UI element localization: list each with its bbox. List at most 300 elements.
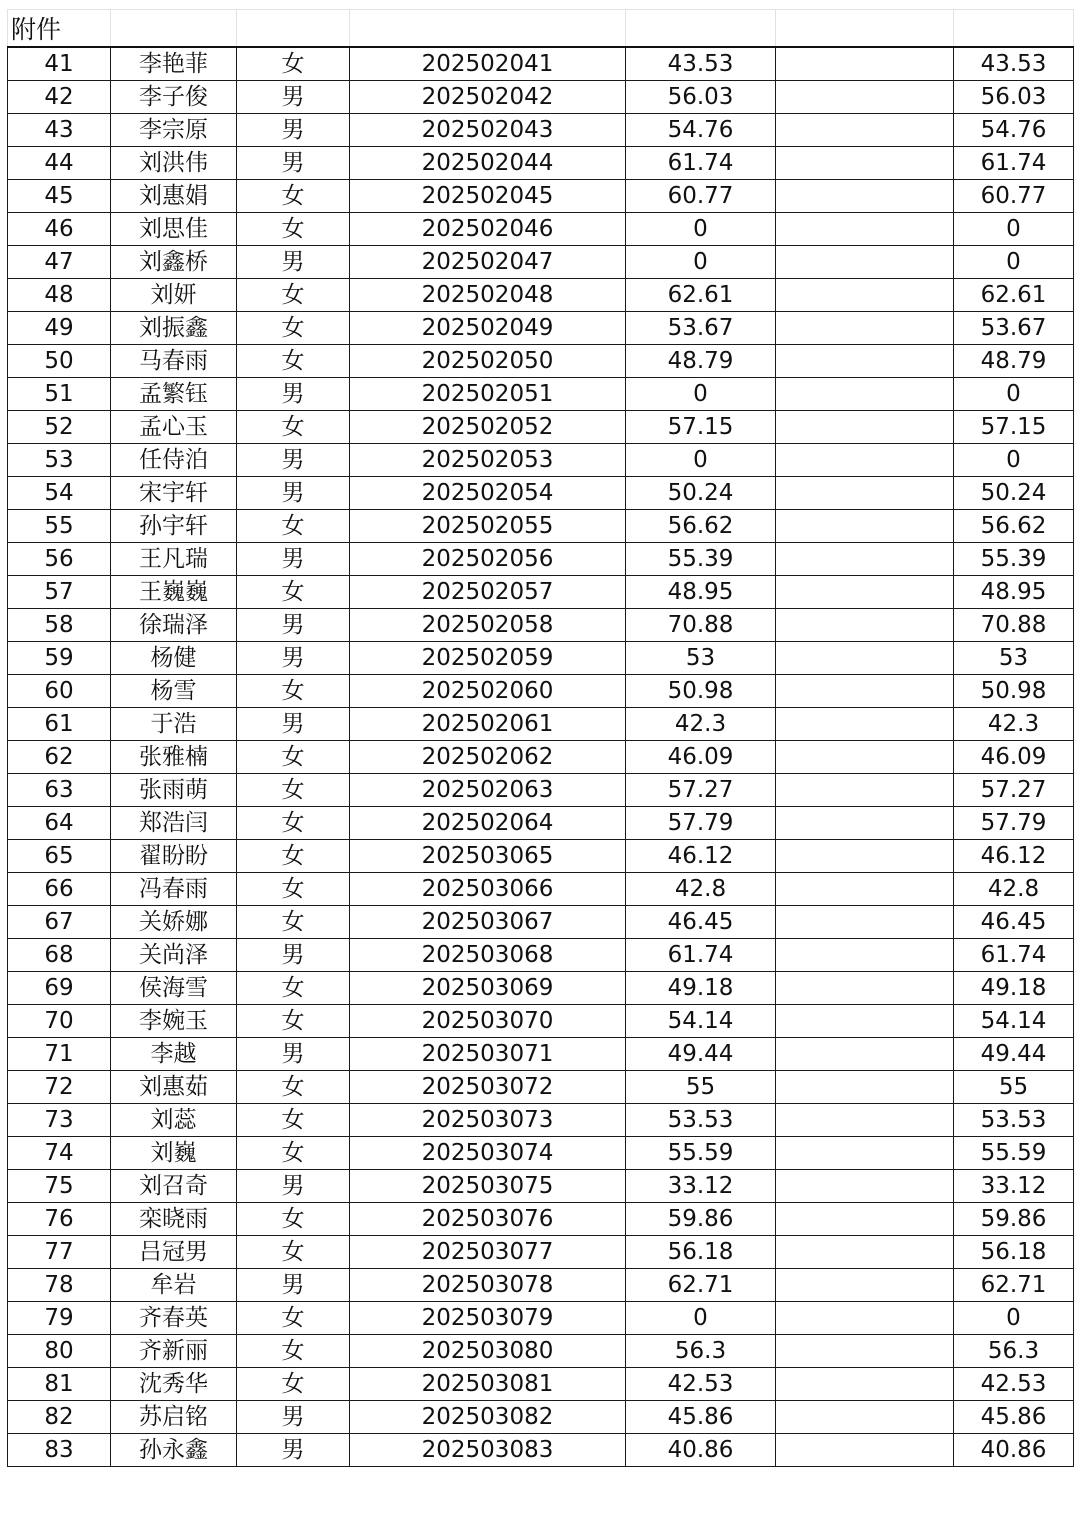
row-number-cell[interactable]: 52 — [8, 411, 111, 444]
name-cell[interactable]: 刘召奇 — [111, 1170, 237, 1203]
extra-score-cell[interactable] — [776, 1269, 954, 1302]
exam-id-cell[interactable]: 202502048 — [350, 279, 626, 312]
extra-score-cell[interactable] — [776, 147, 954, 180]
gender-cell[interactable]: 女 — [237, 1137, 350, 1170]
extra-score-cell[interactable] — [776, 213, 954, 246]
total-score-cell[interactable]: 0 — [954, 1302, 1074, 1335]
gender-cell[interactable]: 男 — [237, 477, 350, 510]
row-number-cell[interactable]: 48 — [8, 279, 111, 312]
name-cell[interactable]: 齐春英 — [111, 1302, 237, 1335]
exam-id-cell[interactable]: 202502045 — [350, 180, 626, 213]
score-cell[interactable]: 55.39 — [626, 543, 776, 576]
extra-score-cell[interactable] — [776, 939, 954, 972]
score-cell[interactable]: 40.86 — [626, 1434, 776, 1467]
score-cell[interactable]: 59.86 — [626, 1203, 776, 1236]
extra-score-cell[interactable] — [776, 1302, 954, 1335]
name-cell[interactable]: 孙永鑫 — [111, 1434, 237, 1467]
exam-id-cell[interactable]: 202502058 — [350, 609, 626, 642]
exam-id-cell[interactable]: 202502062 — [350, 741, 626, 774]
total-score-cell[interactable]: 48.95 — [954, 576, 1074, 609]
score-cell[interactable]: 55 — [626, 1071, 776, 1104]
exam-id-cell[interactable]: 202503071 — [350, 1038, 626, 1071]
total-score-cell[interactable]: 56.18 — [954, 1236, 1074, 1269]
score-cell[interactable]: 56.03 — [626, 81, 776, 114]
total-score-cell[interactable]: 55.59 — [954, 1137, 1074, 1170]
exam-id-cell[interactable]: 202503069 — [350, 972, 626, 1005]
score-cell[interactable]: 46.12 — [626, 840, 776, 873]
gender-cell[interactable]: 女 — [237, 741, 350, 774]
score-cell[interactable]: 45.86 — [626, 1401, 776, 1434]
name-cell[interactable]: 刘鑫桥 — [111, 246, 237, 279]
total-score-cell[interactable]: 62.61 — [954, 279, 1074, 312]
name-cell[interactable]: 刘惠娟 — [111, 180, 237, 213]
score-cell[interactable]: 56.62 — [626, 510, 776, 543]
score-cell[interactable]: 61.74 — [626, 939, 776, 972]
extra-score-cell[interactable] — [776, 1203, 954, 1236]
extra-score-cell[interactable] — [776, 840, 954, 873]
gender-cell[interactable]: 女 — [237, 1335, 350, 1368]
total-score-cell[interactable]: 46.09 — [954, 741, 1074, 774]
name-cell[interactable]: 吕冠男 — [111, 1236, 237, 1269]
row-number-cell[interactable]: 79 — [8, 1302, 111, 1335]
gender-cell[interactable]: 女 — [237, 972, 350, 1005]
total-score-cell[interactable]: 42.8 — [954, 873, 1074, 906]
row-number-cell[interactable]: 54 — [8, 477, 111, 510]
extra-score-cell[interactable] — [776, 1170, 954, 1203]
extra-score-cell[interactable] — [776, 47, 954, 81]
row-number-cell[interactable]: 63 — [8, 774, 111, 807]
row-number-cell[interactable]: 47 — [8, 246, 111, 279]
exam-id-cell[interactable]: 202503078 — [350, 1269, 626, 1302]
total-score-cell[interactable]: 53 — [954, 642, 1074, 675]
exam-id-cell[interactable]: 202502050 — [350, 345, 626, 378]
exam-id-cell[interactable]: 202502056 — [350, 543, 626, 576]
row-number-cell[interactable]: 59 — [8, 642, 111, 675]
score-cell[interactable]: 60.77 — [626, 180, 776, 213]
name-cell[interactable]: 李子俊 — [111, 81, 237, 114]
name-cell[interactable]: 宋宇轩 — [111, 477, 237, 510]
row-number-cell[interactable]: 62 — [8, 741, 111, 774]
score-cell[interactable]: 70.88 — [626, 609, 776, 642]
row-number-cell[interactable]: 77 — [8, 1236, 111, 1269]
extra-score-cell[interactable] — [776, 642, 954, 675]
header-cell-empty[interactable] — [350, 10, 626, 48]
gender-cell[interactable]: 女 — [237, 180, 350, 213]
extra-score-cell[interactable] — [776, 1236, 954, 1269]
exam-id-cell[interactable]: 202503067 — [350, 906, 626, 939]
exam-id-cell[interactable]: 202502052 — [350, 411, 626, 444]
total-score-cell[interactable]: 42.3 — [954, 708, 1074, 741]
extra-score-cell[interactable] — [776, 873, 954, 906]
name-cell[interactable]: 关娇娜 — [111, 906, 237, 939]
gender-cell[interactable]: 女 — [237, 873, 350, 906]
row-number-cell[interactable]: 49 — [8, 312, 111, 345]
extra-score-cell[interactable] — [776, 1368, 954, 1401]
total-score-cell[interactable]: 50.98 — [954, 675, 1074, 708]
name-cell[interactable]: 马春雨 — [111, 345, 237, 378]
total-score-cell[interactable]: 56.62 — [954, 510, 1074, 543]
score-cell[interactable]: 42.53 — [626, 1368, 776, 1401]
extra-score-cell[interactable] — [776, 510, 954, 543]
row-number-cell[interactable]: 65 — [8, 840, 111, 873]
gender-cell[interactable]: 男 — [237, 708, 350, 741]
name-cell[interactable]: 翟盼盼 — [111, 840, 237, 873]
total-score-cell[interactable]: 42.53 — [954, 1368, 1074, 1401]
extra-score-cell[interactable] — [776, 81, 954, 114]
name-cell[interactable]: 刘蕊 — [111, 1104, 237, 1137]
name-cell[interactable]: 刘思佳 — [111, 213, 237, 246]
total-score-cell[interactable]: 55.39 — [954, 543, 1074, 576]
row-number-cell[interactable]: 67 — [8, 906, 111, 939]
gender-cell[interactable]: 男 — [237, 147, 350, 180]
gender-cell[interactable]: 女 — [237, 279, 350, 312]
name-cell[interactable]: 冯春雨 — [111, 873, 237, 906]
extra-score-cell[interactable] — [776, 477, 954, 510]
score-cell[interactable]: 53 — [626, 642, 776, 675]
extra-score-cell[interactable] — [776, 576, 954, 609]
score-cell[interactable]: 46.45 — [626, 906, 776, 939]
score-cell[interactable]: 0 — [626, 444, 776, 477]
exam-id-cell[interactable]: 202503065 — [350, 840, 626, 873]
row-number-cell[interactable]: 83 — [8, 1434, 111, 1467]
total-score-cell[interactable]: 54.76 — [954, 114, 1074, 147]
exam-id-cell[interactable]: 202503073 — [350, 1104, 626, 1137]
score-cell[interactable]: 57.79 — [626, 807, 776, 840]
gender-cell[interactable]: 女 — [237, 1104, 350, 1137]
name-cell[interactable]: 张雨萌 — [111, 774, 237, 807]
extra-score-cell[interactable] — [776, 972, 954, 1005]
extra-score-cell[interactable] — [776, 1137, 954, 1170]
score-cell[interactable]: 0 — [626, 246, 776, 279]
total-score-cell[interactable]: 57.79 — [954, 807, 1074, 840]
header-cell-empty[interactable] — [111, 10, 237, 48]
name-cell[interactable]: 于浩 — [111, 708, 237, 741]
name-cell[interactable]: 牟岩 — [111, 1269, 237, 1302]
gender-cell[interactable]: 女 — [237, 1005, 350, 1038]
exam-id-cell[interactable]: 202503068 — [350, 939, 626, 972]
exam-id-cell[interactable]: 202502043 — [350, 114, 626, 147]
row-number-cell[interactable]: 68 — [8, 939, 111, 972]
exam-id-cell[interactable]: 202502055 — [350, 510, 626, 543]
exam-id-cell[interactable]: 202502064 — [350, 807, 626, 840]
row-number-cell[interactable]: 69 — [8, 972, 111, 1005]
score-cell[interactable]: 62.71 — [626, 1269, 776, 1302]
exam-id-cell[interactable]: 202503080 — [350, 1335, 626, 1368]
name-cell[interactable]: 李越 — [111, 1038, 237, 1071]
row-number-cell[interactable]: 57 — [8, 576, 111, 609]
exam-id-cell[interactable]: 202502059 — [350, 642, 626, 675]
name-cell[interactable]: 杨雪 — [111, 675, 237, 708]
gender-cell[interactable]: 女 — [237, 411, 350, 444]
extra-score-cell[interactable] — [776, 1038, 954, 1071]
row-number-cell[interactable]: 74 — [8, 1137, 111, 1170]
gender-cell[interactable]: 男 — [237, 1401, 350, 1434]
row-number-cell[interactable]: 60 — [8, 675, 111, 708]
gender-cell[interactable]: 女 — [237, 213, 350, 246]
total-score-cell[interactable]: 46.45 — [954, 906, 1074, 939]
name-cell[interactable]: 郑浩闫 — [111, 807, 237, 840]
total-score-cell[interactable]: 49.44 — [954, 1038, 1074, 1071]
exam-id-cell[interactable]: 202502057 — [350, 576, 626, 609]
name-cell[interactable]: 刘妍 — [111, 279, 237, 312]
name-cell[interactable]: 关尚泽 — [111, 939, 237, 972]
total-score-cell[interactable]: 40.86 — [954, 1434, 1074, 1467]
total-score-cell[interactable]: 0 — [954, 213, 1074, 246]
name-cell[interactable]: 李婉玉 — [111, 1005, 237, 1038]
total-score-cell[interactable]: 0 — [954, 378, 1074, 411]
exam-id-cell[interactable]: 202502053 — [350, 444, 626, 477]
name-cell[interactable]: 任侍泊 — [111, 444, 237, 477]
name-cell[interactable]: 孟心玉 — [111, 411, 237, 444]
score-cell[interactable]: 57.27 — [626, 774, 776, 807]
name-cell[interactable]: 李宗原 — [111, 114, 237, 147]
exam-id-cell[interactable]: 202503074 — [350, 1137, 626, 1170]
row-number-cell[interactable]: 61 — [8, 708, 111, 741]
extra-score-cell[interactable] — [776, 246, 954, 279]
score-cell[interactable]: 0 — [626, 378, 776, 411]
score-cell[interactable]: 56.18 — [626, 1236, 776, 1269]
score-cell[interactable]: 42.8 — [626, 873, 776, 906]
exam-id-cell[interactable]: 202503083 — [350, 1434, 626, 1467]
exam-id-cell[interactable]: 202502041 — [350, 47, 626, 81]
row-number-cell[interactable]: 78 — [8, 1269, 111, 1302]
total-score-cell[interactable]: 54.14 — [954, 1005, 1074, 1038]
score-cell[interactable]: 53.67 — [626, 312, 776, 345]
total-score-cell[interactable]: 61.74 — [954, 939, 1074, 972]
row-number-cell[interactable]: 82 — [8, 1401, 111, 1434]
name-cell[interactable]: 徐瑞泽 — [111, 609, 237, 642]
gender-cell[interactable]: 男 — [237, 1434, 350, 1467]
score-cell[interactable]: 53.53 — [626, 1104, 776, 1137]
total-score-cell[interactable]: 50.24 — [954, 477, 1074, 510]
score-cell[interactable]: 54.14 — [626, 1005, 776, 1038]
score-cell[interactable]: 50.24 — [626, 477, 776, 510]
extra-score-cell[interactable] — [776, 906, 954, 939]
exam-id-cell[interactable]: 202503075 — [350, 1170, 626, 1203]
gender-cell[interactable]: 男 — [237, 1269, 350, 1302]
exam-id-cell[interactable]: 202502054 — [350, 477, 626, 510]
exam-id-cell[interactable]: 202502042 — [350, 81, 626, 114]
extra-score-cell[interactable] — [776, 543, 954, 576]
score-cell[interactable]: 49.44 — [626, 1038, 776, 1071]
gender-cell[interactable]: 女 — [237, 47, 350, 81]
name-cell[interactable]: 刘惠茹 — [111, 1071, 237, 1104]
extra-score-cell[interactable] — [776, 1335, 954, 1368]
gender-cell[interactable]: 男 — [237, 642, 350, 675]
exam-id-cell[interactable]: 202503076 — [350, 1203, 626, 1236]
exam-id-cell[interactable]: 202503079 — [350, 1302, 626, 1335]
name-cell[interactable]: 刘洪伟 — [111, 147, 237, 180]
exam-id-cell[interactable]: 202503066 — [350, 873, 626, 906]
name-cell[interactable]: 侯海雪 — [111, 972, 237, 1005]
name-cell[interactable]: 苏启铭 — [111, 1401, 237, 1434]
extra-score-cell[interactable] — [776, 378, 954, 411]
name-cell[interactable]: 张雅楠 — [111, 741, 237, 774]
gender-cell[interactable]: 女 — [237, 774, 350, 807]
name-cell[interactable]: 孟繁钰 — [111, 378, 237, 411]
score-cell[interactable]: 49.18 — [626, 972, 776, 1005]
score-cell[interactable]: 62.61 — [626, 279, 776, 312]
row-number-cell[interactable]: 42 — [8, 81, 111, 114]
total-score-cell[interactable]: 55 — [954, 1071, 1074, 1104]
exam-id-cell[interactable]: 202502061 — [350, 708, 626, 741]
extra-score-cell[interactable] — [776, 279, 954, 312]
total-score-cell[interactable]: 53.67 — [954, 312, 1074, 345]
name-cell[interactable]: 孙宇轩 — [111, 510, 237, 543]
exam-id-cell[interactable]: 202502051 — [350, 378, 626, 411]
total-score-cell[interactable]: 33.12 — [954, 1170, 1074, 1203]
extra-score-cell[interactable] — [776, 180, 954, 213]
score-cell[interactable]: 61.74 — [626, 147, 776, 180]
gender-cell[interactable]: 男 — [237, 81, 350, 114]
total-score-cell[interactable]: 62.71 — [954, 1269, 1074, 1302]
row-number-cell[interactable]: 55 — [8, 510, 111, 543]
score-cell[interactable]: 42.3 — [626, 708, 776, 741]
gender-cell[interactable]: 男 — [237, 609, 350, 642]
extra-score-cell[interactable] — [776, 444, 954, 477]
score-cell[interactable]: 57.15 — [626, 411, 776, 444]
header-cell-empty[interactable] — [954, 10, 1074, 48]
score-cell[interactable]: 56.3 — [626, 1335, 776, 1368]
row-number-cell[interactable]: 58 — [8, 609, 111, 642]
exam-id-cell[interactable]: 202503082 — [350, 1401, 626, 1434]
exam-id-cell[interactable]: 202502047 — [350, 246, 626, 279]
name-cell[interactable]: 刘巍 — [111, 1137, 237, 1170]
extra-score-cell[interactable] — [776, 807, 954, 840]
total-score-cell[interactable]: 61.74 — [954, 147, 1074, 180]
extra-score-cell[interactable] — [776, 774, 954, 807]
attachment-label[interactable]: 附件 — [8, 10, 111, 48]
total-score-cell[interactable]: 57.27 — [954, 774, 1074, 807]
gender-cell[interactable]: 女 — [237, 510, 350, 543]
row-number-cell[interactable]: 76 — [8, 1203, 111, 1236]
total-score-cell[interactable]: 56.03 — [954, 81, 1074, 114]
gender-cell[interactable]: 女 — [237, 807, 350, 840]
exam-id-cell[interactable]: 202502060 — [350, 675, 626, 708]
gender-cell[interactable]: 男 — [237, 246, 350, 279]
exam-id-cell[interactable]: 202502046 — [350, 213, 626, 246]
gender-cell[interactable]: 女 — [237, 1203, 350, 1236]
row-number-cell[interactable]: 70 — [8, 1005, 111, 1038]
gender-cell[interactable]: 女 — [237, 1368, 350, 1401]
row-number-cell[interactable]: 72 — [8, 1071, 111, 1104]
row-number-cell[interactable]: 43 — [8, 114, 111, 147]
total-score-cell[interactable]: 43.53 — [954, 47, 1074, 81]
exam-id-cell[interactable]: 202502044 — [350, 147, 626, 180]
extra-score-cell[interactable] — [776, 1071, 954, 1104]
total-score-cell[interactable]: 59.86 — [954, 1203, 1074, 1236]
total-score-cell[interactable]: 48.79 — [954, 345, 1074, 378]
gender-cell[interactable]: 女 — [237, 1302, 350, 1335]
gender-cell[interactable]: 女 — [237, 345, 350, 378]
extra-score-cell[interactable] — [776, 675, 954, 708]
gender-cell[interactable]: 男 — [237, 1170, 350, 1203]
exam-id-cell[interactable]: 202502049 — [350, 312, 626, 345]
gender-cell[interactable]: 女 — [237, 675, 350, 708]
row-number-cell[interactable]: 64 — [8, 807, 111, 840]
name-cell[interactable]: 刘振鑫 — [111, 312, 237, 345]
gender-cell[interactable]: 男 — [237, 114, 350, 147]
total-score-cell[interactable]: 53.53 — [954, 1104, 1074, 1137]
gender-cell[interactable]: 男 — [237, 378, 350, 411]
score-cell[interactable]: 46.09 — [626, 741, 776, 774]
row-number-cell[interactable]: 56 — [8, 543, 111, 576]
total-score-cell[interactable]: 46.12 — [954, 840, 1074, 873]
extra-score-cell[interactable] — [776, 1005, 954, 1038]
name-cell[interactable]: 杨健 — [111, 642, 237, 675]
total-score-cell[interactable]: 49.18 — [954, 972, 1074, 1005]
score-cell[interactable]: 55.59 — [626, 1137, 776, 1170]
exam-id-cell[interactable]: 202503081 — [350, 1368, 626, 1401]
gender-cell[interactable]: 女 — [237, 576, 350, 609]
name-cell[interactable]: 沈秀华 — [111, 1368, 237, 1401]
extra-score-cell[interactable] — [776, 609, 954, 642]
extra-score-cell[interactable] — [776, 1401, 954, 1434]
score-cell[interactable]: 48.95 — [626, 576, 776, 609]
extra-score-cell[interactable] — [776, 708, 954, 741]
total-score-cell[interactable]: 60.77 — [954, 180, 1074, 213]
row-number-cell[interactable]: 73 — [8, 1104, 111, 1137]
header-cell-empty[interactable] — [776, 10, 954, 48]
name-cell[interactable]: 李艳菲 — [111, 47, 237, 81]
row-number-cell[interactable]: 46 — [8, 213, 111, 246]
name-cell[interactable]: 王巍巍 — [111, 576, 237, 609]
total-score-cell[interactable]: 0 — [954, 246, 1074, 279]
row-number-cell[interactable]: 53 — [8, 444, 111, 477]
row-number-cell[interactable]: 80 — [8, 1335, 111, 1368]
extra-score-cell[interactable] — [776, 411, 954, 444]
gender-cell[interactable]: 男 — [237, 543, 350, 576]
score-cell[interactable]: 33.12 — [626, 1170, 776, 1203]
name-cell[interactable]: 栾晓雨 — [111, 1203, 237, 1236]
header-cell-empty[interactable] — [626, 10, 776, 48]
score-cell[interactable]: 54.76 — [626, 114, 776, 147]
exam-id-cell[interactable]: 202502063 — [350, 774, 626, 807]
exam-id-cell[interactable]: 202503072 — [350, 1071, 626, 1104]
row-number-cell[interactable]: 50 — [8, 345, 111, 378]
name-cell[interactable]: 王凡瑞 — [111, 543, 237, 576]
header-cell-empty[interactable] — [237, 10, 350, 48]
row-number-cell[interactable]: 45 — [8, 180, 111, 213]
row-number-cell[interactable]: 51 — [8, 378, 111, 411]
score-cell[interactable]: 0 — [626, 213, 776, 246]
total-score-cell[interactable]: 70.88 — [954, 609, 1074, 642]
score-cell[interactable]: 43.53 — [626, 47, 776, 81]
gender-cell[interactable]: 女 — [237, 1071, 350, 1104]
total-score-cell[interactable]: 0 — [954, 444, 1074, 477]
extra-score-cell[interactable] — [776, 345, 954, 378]
gender-cell[interactable]: 男 — [237, 939, 350, 972]
exam-id-cell[interactable]: 202503070 — [350, 1005, 626, 1038]
name-cell[interactable]: 齐新丽 — [111, 1335, 237, 1368]
score-cell[interactable]: 0 — [626, 1302, 776, 1335]
gender-cell[interactable]: 男 — [237, 1038, 350, 1071]
gender-cell[interactable]: 女 — [237, 906, 350, 939]
gender-cell[interactable]: 女 — [237, 1236, 350, 1269]
total-score-cell[interactable]: 56.3 — [954, 1335, 1074, 1368]
total-score-cell[interactable]: 57.15 — [954, 411, 1074, 444]
gender-cell[interactable]: 男 — [237, 444, 350, 477]
extra-score-cell[interactable] — [776, 741, 954, 774]
row-number-cell[interactable]: 66 — [8, 873, 111, 906]
row-number-cell[interactable]: 71 — [8, 1038, 111, 1071]
gender-cell[interactable]: 女 — [237, 312, 350, 345]
extra-score-cell[interactable] — [776, 114, 954, 147]
score-cell[interactable]: 50.98 — [626, 675, 776, 708]
extra-score-cell[interactable] — [776, 1104, 954, 1137]
row-number-cell[interactable]: 75 — [8, 1170, 111, 1203]
row-number-cell[interactable]: 41 — [8, 47, 111, 81]
